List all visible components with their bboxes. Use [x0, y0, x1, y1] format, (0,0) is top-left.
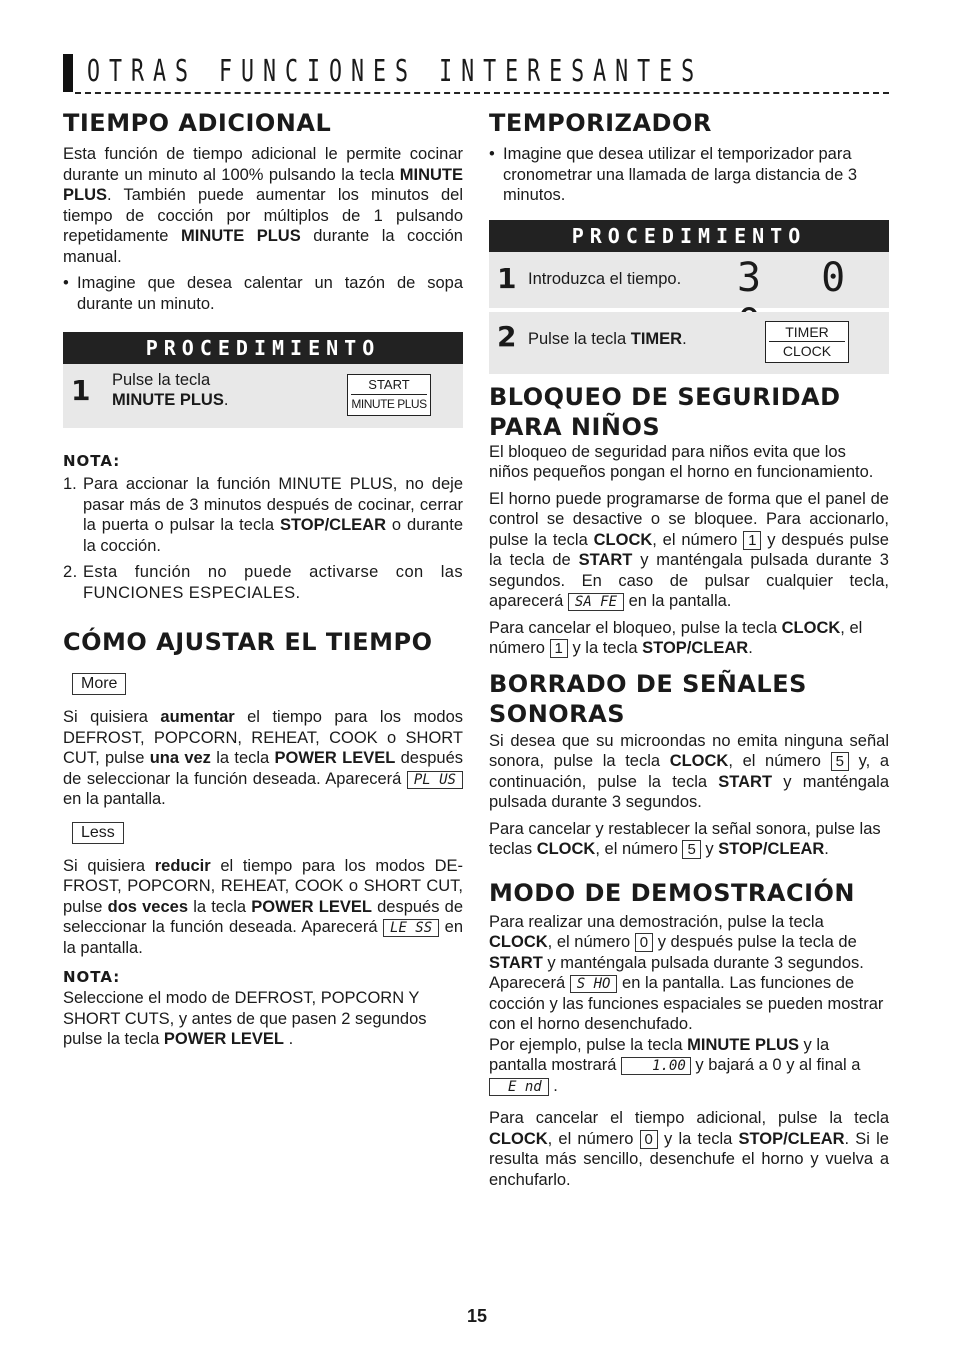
nota-item-1: 1. Para accionar la función MINUTE PLUS, no deje pasar más de 3 minutos después de cocinar, cerrar la puerta o pulsar la tecla STOP/CLEAR o durante la cocción.: [63, 475, 463, 555]
number-box-1: 1: [743, 531, 761, 550]
header-dashed-rule: [75, 92, 889, 94]
demo-p1: Para realizar una demostración, pulse la tecla CLOCK, el número 0 y después pulse la tecla de START y manténgala pulsada durante 3 segundos.: [489, 912, 864, 972]
number-box-5: 5: [831, 752, 849, 771]
lcd-sa-fe: SA FE: [568, 593, 624, 611]
nota-heading-1: NOTA:: [63, 452, 121, 470]
demo-p4: Para cancelar el tiempo adicional, pulse la tecla CLOCK, el número 0 y la tecla STOP/CLEAR. Si le resulta más sencillo, desenchufe el horno y vuelva a enchufarlo.: [489, 1109, 889, 1189]
start-minute-plus-key: START MINUTE PLUS: [347, 374, 431, 416]
timer-step-2: [489, 312, 889, 374]
page-title: OTRAS FUNCIONES INTERESANTES: [87, 54, 704, 89]
procedure-band-right: PROCEDIMIENTO: [489, 220, 889, 252]
page-number: 15: [466, 1306, 488, 1326]
number-box-0b: 0: [640, 1130, 658, 1149]
step-text: Pulse la tecla MINUTE PLUS.: [112, 371, 229, 409]
left-column: [63, 104, 463, 1050]
section-title-demo: MODO DE DEMOSTRACIÓN: [489, 878, 855, 907]
lcd-1-00: 1.00: [621, 1057, 691, 1075]
demo-p3: Por ejemplo, pulse la tecla MINUTE PLUS y la pantalla mostrará 1.00 y bajará a 0 y al final a E nd .: [489, 1035, 861, 1095]
tiempo-bullet: • Imagine que desea calentar un tazón de sopa durante un minuto.: [63, 273, 463, 314]
lcd-end: E nd: [489, 1078, 549, 1096]
bloqueo-p1: El bloqueo de seguridad para niños evita que los niños pequeños pongan el horno en funcionamiento.: [489, 442, 874, 481]
section-title-temporizador: TEMPORIZADOR: [489, 109, 712, 137]
temporizador-bullet: • Imagine que desea utilizar el temporizador para cronometrar una llamada de larga distancia de 3 minutos.: [489, 144, 889, 206]
header-bar: [63, 54, 73, 92]
section-title-borrado: BORRADO DE SEÑALES SONORAS: [489, 669, 807, 728]
procedure-box-right: [489, 220, 889, 374]
step-number-1: 1: [497, 261, 517, 295]
ajustar-more-paragraph: Si quisiera aumentar el tiempo para los modos DEFROST, POPCORN, REHEAT, COOK o SHORT CUT, pulse una vez la tecla POWER LEVEL después de seleccionar la función deseada. Aparecerá PL US en la pantalla.: [63, 708, 464, 808]
number-box-1b: 1: [550, 639, 568, 658]
less-button: Less: [72, 822, 124, 844]
timer-step-1: [489, 252, 889, 308]
lcd-pl-us: PL US: [407, 771, 463, 789]
step-number: 1: [71, 374, 91, 407]
procedure-step-1: [63, 364, 463, 428]
lcd-s-ho: S HO: [570, 975, 618, 993]
ajustar-less-paragraph: Si quisiera reducir el tiempo para los modos DE-FROST, POPCORN, REHEAT, COOK o SHORT CUT, pulse dos veces la tecla POWER LEVEL después de seleccionar la función deseada. Aparecerá LE SS en la pantalla.: [63, 856, 464, 957]
nota-heading-2: NOTA:: [63, 968, 121, 986]
bloqueo-p3: Para cancelar el bloqueo, pulse la tecla CLOCK, el número 1 y la tecla STOP/CLEAR.: [489, 618, 863, 657]
step-1-text: Introduzca el tiempo.: [528, 269, 682, 288]
procedure-box-left: [63, 332, 463, 428]
procedure-band: PROCEDIMIENTO: [63, 332, 463, 364]
page-header: [63, 52, 889, 94]
bloqueo-p2: El horno puede programarse de forma que el panel de control se desactive o se bloquee. Para accionarlo, pulse la tecla CLOCK, el número 1 y después pulse la tecla de START y manténgala pulsada durante 3 segundos. En caso de pulsar cualquier tecla, aparecerá SA FE en la pantalla.: [489, 489, 889, 610]
number-box-0: 0: [635, 933, 653, 952]
borrado-p1: Si desea que su microondas no emita ninguna señal sonora, pulse la tecla CLOCK, el número 5 y, a continuación, pulse la tecla START y manténgala pulsada durante 3 segundos.: [489, 731, 889, 811]
display-digits: 3 0: [737, 254, 864, 301]
section-title-tiempo: TIEMPO ADICIONAL: [63, 109, 332, 137]
step-2-text: Pulse la tecla TIMER.: [528, 329, 687, 348]
section-title-ajustar: CÓMO AJUSTAR EL TIEMPO: [63, 628, 433, 656]
timer-clock-key: TIMER CLOCK: [765, 321, 849, 363]
demo-p2: Aparecerá S HO en la pantalla. Las funciones de cocción y las funciones espaciales se pueden mostrar con el horno desenchufado.: [489, 974, 884, 1033]
more-button: More: [72, 673, 126, 695]
tiempo-paragraph: Esta función de tiempo adicional le permite cocinar durante un minuto al 100% pulsando la tecla MINUTE PLUS. También puede aumentar los minutos del tiempo de cocción por múltiplos de 1 pulsando repetidamente MINUTE PLUS durante la cocción manual.: [63, 145, 463, 266]
lcd-le-ss: LE SS: [383, 919, 439, 937]
right-column: [489, 104, 889, 1190]
step-number-2: 2: [497, 319, 517, 353]
number-box-5b: 5: [682, 840, 700, 859]
nota-item-2: 2. Esta función no puede activarse con las FUNCIONES ESPECIALES.: [63, 563, 463, 602]
nota-2-text: Seleccione el modo de DEFROST, POPCORN Y SHORT CUTS, y antes de que pasen 2 segundos pulse la tecla POWER LEVEL .: [63, 989, 427, 1048]
borrado-p2: Para cancelar y restablecer la señal sonora, pulse las teclas CLOCK, el número 5 y STOP/CLEAR.: [489, 819, 881, 858]
section-title-bloqueo: BLOQUEO DE SEGURIDAD PARA NIÑOS: [489, 382, 841, 441]
